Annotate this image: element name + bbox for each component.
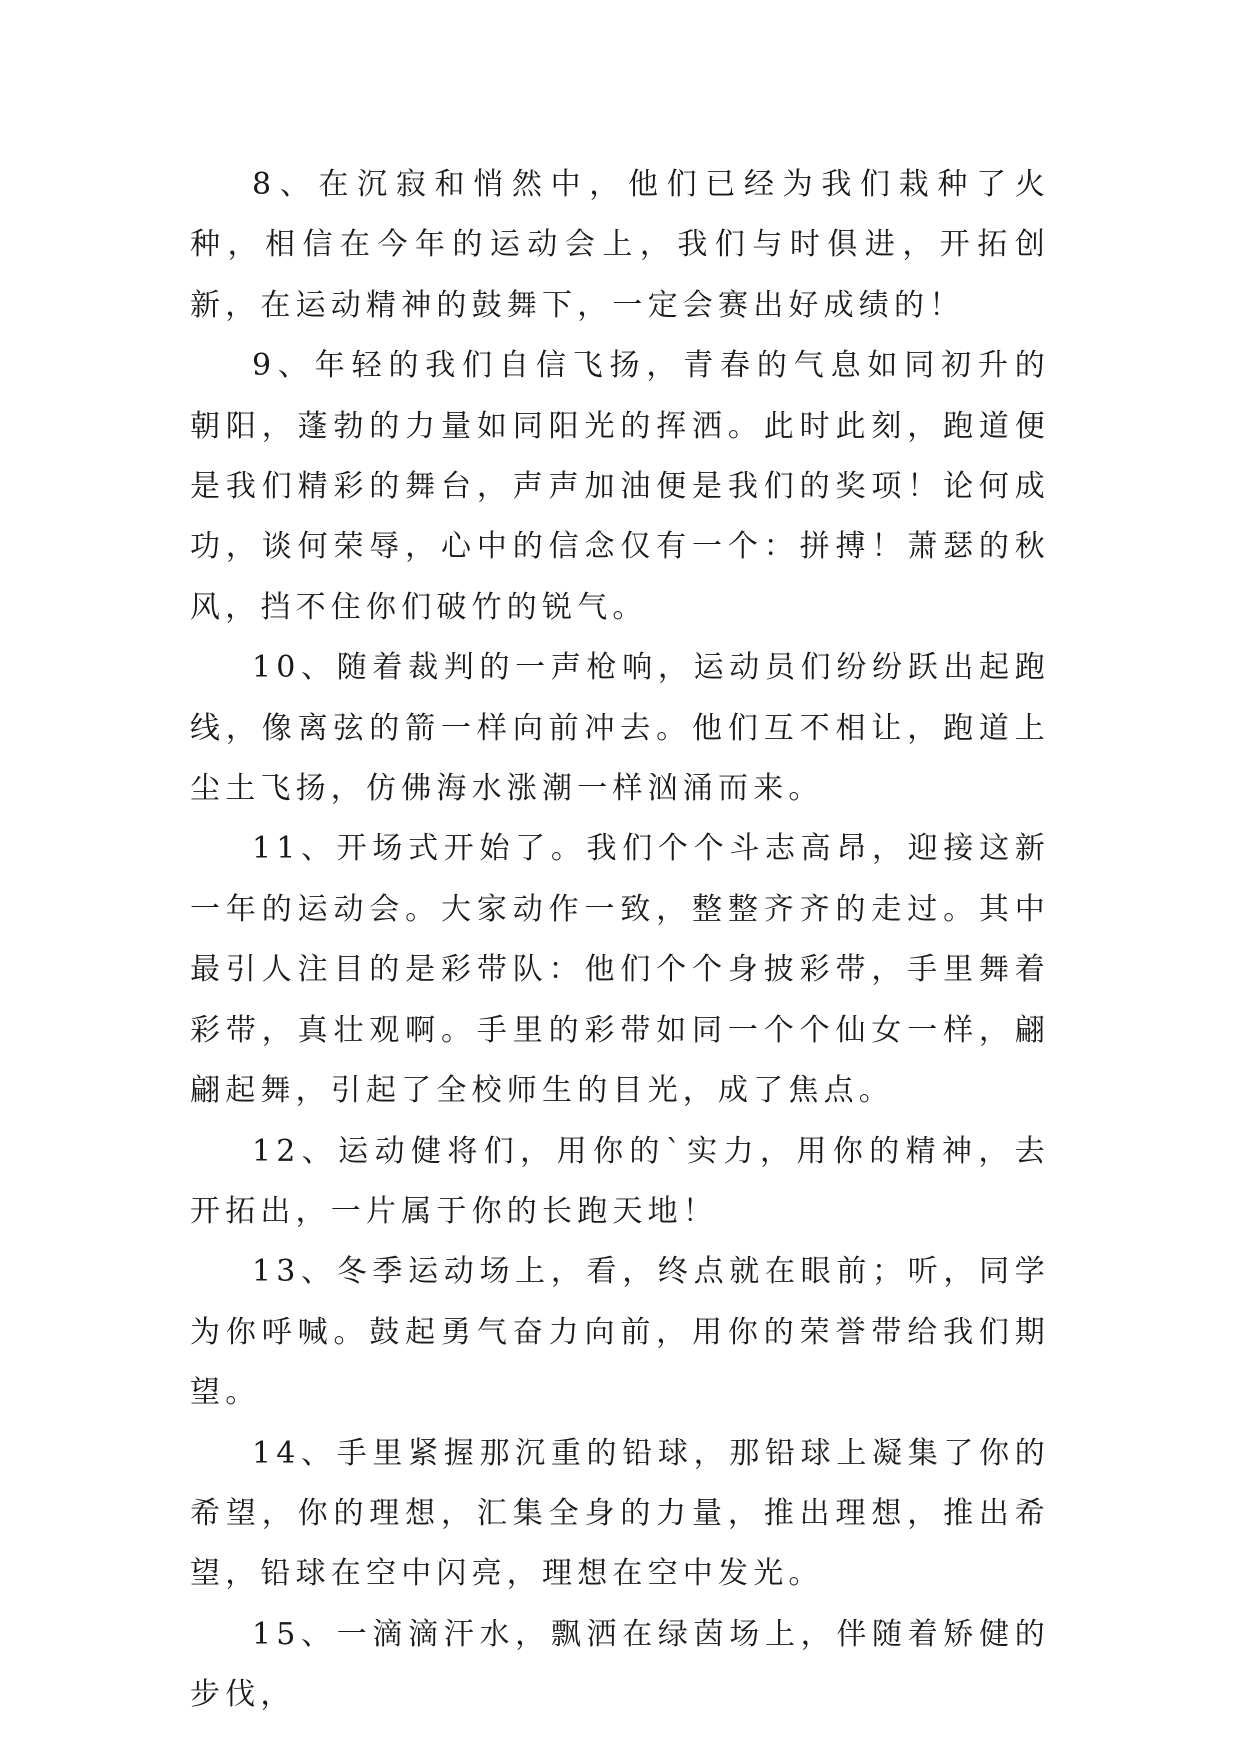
- paragraph-13: 13、冬季运动场上，看，终点就在眼前；听，同学为你呼喊。鼓起勇气奋力向前，用你的荣誉带给我们期望。: [190, 1254, 1050, 1411]
- paragraph-10: 10、随着裁判的一声枪响，运动员们纷纷跃出起跑线，像离弦的箭一样向前冲去。他们互不相让，跑道上尘土飞扬，仿佛海水涨潮一样汹涌而来。: [190, 650, 1050, 807]
- paragraph-8: 8、在沉寂和悄然中，他们已经为我们栽种了火种，相信在今年的运动会上，我们与时俱进，开拓创新，在运动精神的鼓舞下，一定会赛出好成绩的！: [190, 167, 1050, 323]
- paragraph-15: 15、一滴滴汗水，飘洒在绿茵场上，伴随着矫健的步伐，: [190, 1616, 1050, 1713]
- paragraph-12: 12、运动健将们，用你的`实力，用你的精神，去开拓出，一片属于你的长跑天地！: [190, 1133, 1050, 1229]
- paragraph-9: 9、年轻的我们自信飞扬，青春的气息如同初升的朝阳，蓬勃的力量如同阳光的挥洒。此时此刻，跑道便是我们精彩的舞台，声声加油便是我们的奖项！论何成功，谈何荣辱，心中的信念仅有一个：拼搏！萧瑟的秋风，挡不住你们破竹的锐气。: [190, 348, 1050, 625]
- paragraph-11: 11、开场式开始了。我们个个斗志高昂，迎接这新一年的运动会。大家动作一致，整整齐齐的走过。其中最引人注目的是彩带队：他们个个身披彩带，手里舞着彩带，真壮观啊。手里的彩带如同一个个仙女一样，翩翩起舞，引起了全校师生的目光，成了焦点。: [190, 831, 1050, 1109]
- document-body: [190, 155, 1050, 1726]
- paragraph-14: 14、手里紧握那沉重的铅球，那铅球上凝集了你的希望，你的理想，汇集全身的力量，推出理想，推出希望，铅球在空中闪亮，理想在空中发光。: [190, 1435, 1050, 1592]
